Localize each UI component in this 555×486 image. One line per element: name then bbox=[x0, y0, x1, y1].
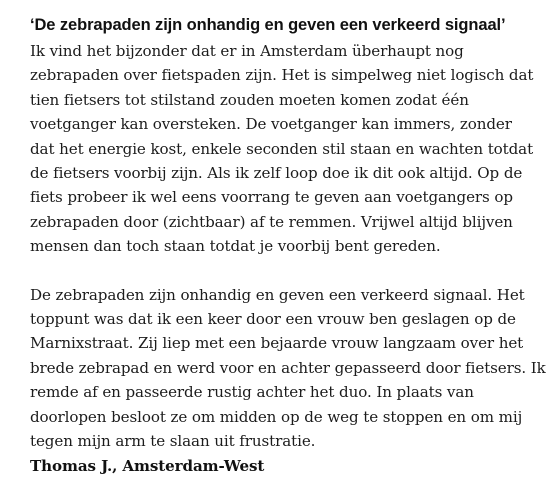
letter-paragraph-2 bbox=[30, 283, 555, 454]
text-line: tien fietsers tot stilstand zouden moeten komen zodat één bbox=[30, 90, 469, 109]
paragraph-spacer bbox=[30, 259, 555, 283]
reader-letter bbox=[30, 14, 555, 478]
text-line: mensen dan toch staan totdat je voorbij bent gereden. bbox=[30, 237, 441, 256]
text-line: tegen mijn arm te slaan uit frustratie. bbox=[30, 432, 316, 451]
text-line: doorlopen besloot ze om midden op de weg te stoppen en om mij bbox=[30, 407, 523, 426]
text-line: de fietsers voorbij zijn. Als ik zelf loop doe ik dit ook altijd. Op de bbox=[30, 164, 523, 183]
text-line: toppunt was dat ik een keer door een vrouw ben geslagen op de bbox=[30, 310, 516, 329]
text-line: voetganger kan oversteken. De voetganger kan immers, zonder bbox=[30, 115, 512, 134]
letter-signature: Thomas J., Amsterdam-West bbox=[30, 456, 265, 475]
text-line: zebrapaden door (zichtbaar) af te remmen. Vrijwel altijd blijven bbox=[30, 212, 513, 231]
letter-paragraph-1 bbox=[30, 39, 555, 259]
text-line: De zebrapaden zijn onhandig en geven een verkeerd signaal. Het bbox=[30, 285, 525, 304]
letter-headline: ‘De zebrapaden zijn onhandig en geven een verkeerd signaal’ bbox=[30, 16, 506, 34]
text-line: zebrapaden over fietspaden zijn. Het is simpelweg niet logisch dat bbox=[30, 66, 534, 85]
text-line: Marnixstraat. Zij liep met een bejaarde vrouw langzaam over het bbox=[30, 334, 524, 353]
text-line: remde af en passeerde rustig achter het duo. In plaats van bbox=[30, 383, 474, 402]
text-line: fiets probeer ik wel eens voorrang te geven aan voetgangers op bbox=[30, 188, 513, 207]
text-line: dat het energie kost, enkele seconden stil staan en wachten totdat bbox=[30, 139, 534, 158]
text-line: brede zebrapad en werd voor en achter gepasseerd door fietsers. Ik bbox=[30, 358, 546, 377]
text-line: Ik vind het bijzonder dat er in Amsterdam überhaupt nog bbox=[30, 42, 464, 60]
